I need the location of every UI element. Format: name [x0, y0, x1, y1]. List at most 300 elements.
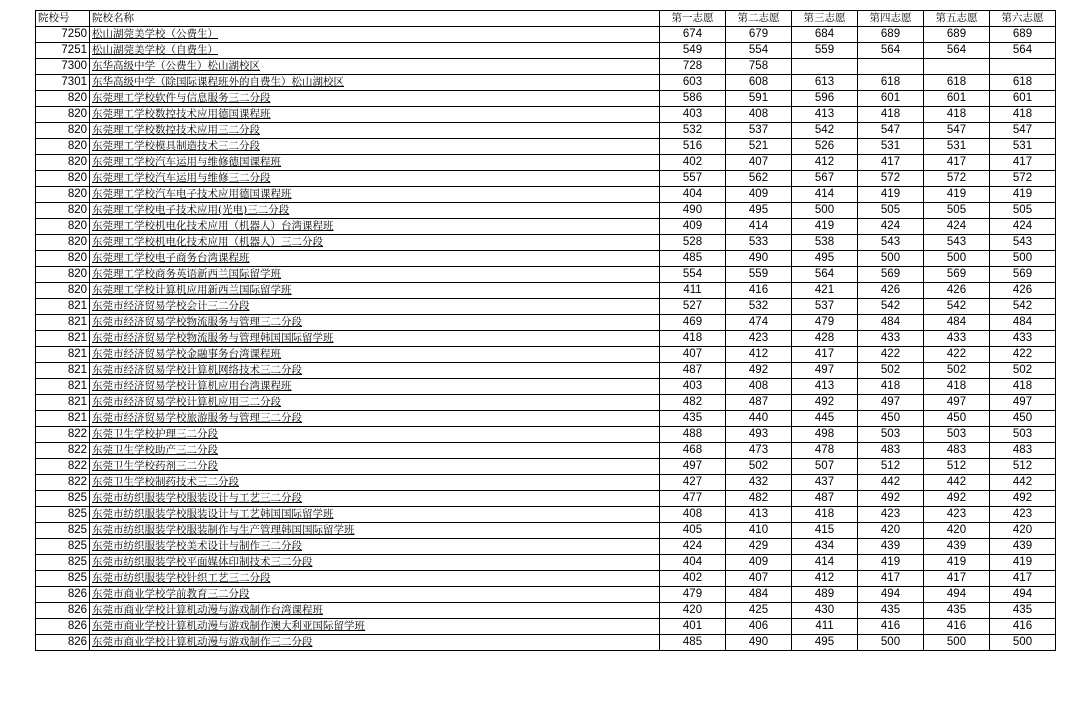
- school-code-cell: 820: [36, 155, 90, 171]
- score-cell-choice-2: 493: [726, 427, 792, 443]
- score-cell-choice-3: 498: [792, 427, 858, 443]
- school-name-cell: 东莞市经济贸易学校计算机应用台湾课程班: [90, 379, 660, 395]
- school-name-cell: 东莞市纺织服装学校服装设计与工艺三二分段: [90, 491, 660, 507]
- score-cell-choice-5: 572: [924, 171, 990, 187]
- score-cell-choice-1: 479: [660, 587, 726, 603]
- table-row: [36, 363, 1056, 379]
- school-code-cell: 821: [36, 411, 90, 427]
- score-cell-choice-6: [990, 59, 1056, 75]
- score-cell-choice-3: 495: [792, 635, 858, 651]
- score-cell-choice-6: 418: [990, 379, 1056, 395]
- header-choice-2: 第二志愿: [726, 11, 792, 27]
- school-name-cell: 东莞理工学校汽车运用与维修三二分段: [90, 171, 660, 187]
- score-cell-choice-4: 494: [858, 587, 924, 603]
- score-cell-choice-1: 490: [660, 203, 726, 219]
- score-cell-choice-5: 502: [924, 363, 990, 379]
- score-cell-choice-1: 402: [660, 571, 726, 587]
- table-row: [36, 43, 1056, 59]
- table-row: [36, 59, 1056, 75]
- score-cell-choice-4: 419: [858, 555, 924, 571]
- table-row: [36, 475, 1056, 491]
- score-cell-choice-3: 492: [792, 395, 858, 411]
- score-cell-choice-4: 512: [858, 459, 924, 475]
- score-cell-choice-6: 569: [990, 267, 1056, 283]
- score-cell-choice-6: 542: [990, 299, 1056, 315]
- score-cell-choice-3: 412: [792, 571, 858, 587]
- table-row: [36, 459, 1056, 475]
- table-row: [36, 251, 1056, 267]
- score-cell-choice-6: 419: [990, 555, 1056, 571]
- score-cell-choice-4: 569: [858, 267, 924, 283]
- school-code-cell: 821: [36, 315, 90, 331]
- score-cell-choice-4: 505: [858, 203, 924, 219]
- table-row: [36, 443, 1056, 459]
- score-cell-choice-2: 410: [726, 523, 792, 539]
- school-name-cell: 东莞理工学校模具制造技术三二分段: [90, 139, 660, 155]
- score-cell-choice-5: 417: [924, 155, 990, 171]
- score-cell-choice-6: 500: [990, 635, 1056, 651]
- score-cell-choice-4: 417: [858, 571, 924, 587]
- school-code-cell: 820: [36, 187, 90, 203]
- table-row: [36, 299, 1056, 315]
- score-cell-choice-2: 414: [726, 219, 792, 235]
- score-cell-choice-3: 537: [792, 299, 858, 315]
- school-code-cell: 821: [36, 379, 90, 395]
- school-code-cell: 822: [36, 475, 90, 491]
- header-school-code: 院校号: [36, 11, 90, 27]
- score-cell-choice-6: 531: [990, 139, 1056, 155]
- score-cell-choice-4: 450: [858, 411, 924, 427]
- header-choice-1: 第一志愿: [660, 11, 726, 27]
- score-cell-choice-4: 417: [858, 155, 924, 171]
- score-cell-choice-2: 484: [726, 587, 792, 603]
- score-cell-choice-5: 500: [924, 251, 990, 267]
- score-cell-choice-6: 543: [990, 235, 1056, 251]
- score-cell-choice-3: 413: [792, 107, 858, 123]
- score-cell-choice-5: 494: [924, 587, 990, 603]
- score-cell-choice-1: 485: [660, 251, 726, 267]
- score-cell-choice-1: 554: [660, 267, 726, 283]
- score-cell-choice-4: 423: [858, 507, 924, 523]
- school-code-cell: 820: [36, 235, 90, 251]
- school-code-cell: 820: [36, 267, 90, 283]
- score-cell-choice-3: 596: [792, 91, 858, 107]
- score-cell-choice-6: 483: [990, 443, 1056, 459]
- score-cell-choice-5: 531: [924, 139, 990, 155]
- score-cell-choice-4: 492: [858, 491, 924, 507]
- score-cell-choice-3: 564: [792, 267, 858, 283]
- score-cell-choice-6: 497: [990, 395, 1056, 411]
- score-cell-choice-1: 409: [660, 219, 726, 235]
- score-cell-choice-3: [792, 59, 858, 75]
- score-cell-choice-2: 425: [726, 603, 792, 619]
- school-name-cell: 东莞理工学校数控技术应用三二分段: [90, 123, 660, 139]
- school-code-cell: 820: [36, 107, 90, 123]
- table-row: [36, 155, 1056, 171]
- score-cell-choice-4: 500: [858, 251, 924, 267]
- score-cell-choice-5: 542: [924, 299, 990, 315]
- score-cell-choice-2: 407: [726, 155, 792, 171]
- score-cell-choice-4: 542: [858, 299, 924, 315]
- school-code-cell: 821: [36, 363, 90, 379]
- score-cell-choice-4: 543: [858, 235, 924, 251]
- score-cell-choice-6: 422: [990, 347, 1056, 363]
- score-cell-choice-6: 417: [990, 155, 1056, 171]
- score-cell-choice-5: 442: [924, 475, 990, 491]
- admission-score-table: [35, 10, 1056, 651]
- score-cell-choice-4: 484: [858, 315, 924, 331]
- score-cell-choice-4: 416: [858, 619, 924, 635]
- school-name-cell: 松山湖莞美学校（自费生）: [90, 43, 660, 59]
- school-name-cell: 东莞市纺织服装学校服装制作与生产管理韩国国际留学班: [90, 523, 660, 539]
- score-cell-choice-2: 432: [726, 475, 792, 491]
- score-cell-choice-6: 505: [990, 203, 1056, 219]
- score-cell-choice-2: 474: [726, 315, 792, 331]
- school-code-cell: 826: [36, 635, 90, 651]
- school-name-cell: 东莞理工学校软件与信息服务三二分段: [90, 91, 660, 107]
- score-cell-choice-3: 559: [792, 43, 858, 59]
- table-row: [36, 139, 1056, 155]
- score-cell-choice-5: 497: [924, 395, 990, 411]
- score-cell-choice-3: 434: [792, 539, 858, 555]
- score-cell-choice-6: 418: [990, 107, 1056, 123]
- score-cell-choice-1: 557: [660, 171, 726, 187]
- table-row: [36, 123, 1056, 139]
- score-cell-choice-5: 543: [924, 235, 990, 251]
- score-cell-choice-5: 492: [924, 491, 990, 507]
- score-cell-choice-4: 418: [858, 379, 924, 395]
- school-name-cell: 东莞理工学校计算机应用新西兰国际留学班: [90, 283, 660, 299]
- score-cell-choice-1: 516: [660, 139, 726, 155]
- score-cell-choice-3: 445: [792, 411, 858, 427]
- score-cell-choice-1: 403: [660, 379, 726, 395]
- school-code-cell: 820: [36, 91, 90, 107]
- school-code-cell: 821: [36, 395, 90, 411]
- school-name-cell: 东莞市经济贸易学校物流服务与管理三二分段: [90, 315, 660, 331]
- school-code-cell: 7301: [36, 75, 90, 91]
- score-cell-choice-4: [858, 59, 924, 75]
- score-cell-choice-5: 505: [924, 203, 990, 219]
- school-code-cell: 826: [36, 603, 90, 619]
- score-cell-choice-2: 409: [726, 187, 792, 203]
- score-cell-choice-3: 478: [792, 443, 858, 459]
- score-cell-choice-3: 417: [792, 347, 858, 363]
- score-cell-choice-1: 404: [660, 555, 726, 571]
- school-name-cell: 东莞市经济贸易学校金融事务台湾课程班: [90, 347, 660, 363]
- school-code-cell: 7300: [36, 59, 90, 75]
- school-code-cell: 825: [36, 491, 90, 507]
- score-cell-choice-3: 500: [792, 203, 858, 219]
- score-cell-choice-3: 414: [792, 187, 858, 203]
- school-name-cell: 东莞市经济贸易学校计算机网络技术三二分段: [90, 363, 660, 379]
- school-name-cell: 东莞市纺织服装学校美术设计与制作三二分段: [90, 539, 660, 555]
- table-row: [36, 491, 1056, 507]
- score-cell-choice-2: 416: [726, 283, 792, 299]
- score-cell-choice-2: 559: [726, 267, 792, 283]
- score-cell-choice-5: 420: [924, 523, 990, 539]
- score-cell-choice-1: 420: [660, 603, 726, 619]
- score-cell-choice-2: 537: [726, 123, 792, 139]
- score-cell-choice-2: 679: [726, 27, 792, 43]
- school-code-cell: 820: [36, 251, 90, 267]
- score-cell-choice-2: 608: [726, 75, 792, 91]
- score-cell-choice-5: 416: [924, 619, 990, 635]
- score-cell-choice-5: 435: [924, 603, 990, 619]
- score-cell-choice-5: 483: [924, 443, 990, 459]
- score-cell-choice-1: 482: [660, 395, 726, 411]
- score-cell-choice-4: 433: [858, 331, 924, 347]
- score-cell-choice-1: 418: [660, 331, 726, 347]
- school-name-cell: 东莞市商业学校计算机动漫与游戏制作三二分段: [90, 635, 660, 651]
- score-cell-choice-6: 502: [990, 363, 1056, 379]
- score-cell-choice-1: 403: [660, 107, 726, 123]
- score-cell-choice-4: 497: [858, 395, 924, 411]
- score-cell-choice-5: 433: [924, 331, 990, 347]
- score-cell-choice-1: 549: [660, 43, 726, 59]
- score-cell-choice-6: 442: [990, 475, 1056, 491]
- score-cell-choice-4: 418: [858, 107, 924, 123]
- score-cell-choice-1: 405: [660, 523, 726, 539]
- school-name-cell: 东莞市经济贸易学校会计三二分段: [90, 299, 660, 315]
- table-row: [36, 587, 1056, 603]
- score-cell-choice-6: 484: [990, 315, 1056, 331]
- school-name-cell: 东莞市商业学校计算机动漫与游戏制作台湾课程班: [90, 603, 660, 619]
- score-cell-choice-3: 487: [792, 491, 858, 507]
- score-cell-choice-6: 500: [990, 251, 1056, 267]
- score-cell-choice-1: 497: [660, 459, 726, 475]
- score-cell-choice-1: 477: [660, 491, 726, 507]
- school-name-cell: 东莞理工学校机电化技术应用（机器人）台湾课程班: [90, 219, 660, 235]
- score-cell-choice-3: 495: [792, 251, 858, 267]
- score-cell-choice-1: 408: [660, 507, 726, 523]
- school-name-cell: 东莞理工学校电子技术应用(光电)三二分段: [90, 203, 660, 219]
- score-cell-choice-1: 469: [660, 315, 726, 331]
- score-cell-choice-2: 440: [726, 411, 792, 427]
- table-row: [36, 603, 1056, 619]
- score-cell-choice-6: 419: [990, 187, 1056, 203]
- score-cell-choice-1: 488: [660, 427, 726, 443]
- school-name-cell: 东莞卫生学校药剂三二分段: [90, 459, 660, 475]
- score-cell-choice-2: 408: [726, 379, 792, 395]
- school-name-cell: 东莞市经济贸易学校计算机应用三二分段: [90, 395, 660, 411]
- score-cell-choice-3: 684: [792, 27, 858, 43]
- school-code-cell: 820: [36, 171, 90, 187]
- score-cell-choice-6: 547: [990, 123, 1056, 139]
- header-choice-3: 第三志愿: [792, 11, 858, 27]
- table-row: [36, 107, 1056, 123]
- school-code-cell: 822: [36, 459, 90, 475]
- school-code-cell: 826: [36, 587, 90, 603]
- score-cell-choice-2: 562: [726, 171, 792, 187]
- score-cell-choice-2: 482: [726, 491, 792, 507]
- table-row: [36, 267, 1056, 283]
- score-cell-choice-2: 758: [726, 59, 792, 75]
- school-code-cell: 7250: [36, 27, 90, 43]
- score-cell-choice-1: 404: [660, 187, 726, 203]
- table-row: [36, 539, 1056, 555]
- score-cell-choice-5: [924, 59, 990, 75]
- table-row: [36, 235, 1056, 251]
- school-code-cell: 825: [36, 507, 90, 523]
- header-row: [36, 11, 1056, 27]
- school-name-cell: 东莞市纺织服装学校针织工艺三二分段: [90, 571, 660, 587]
- school-name-cell: 东莞理工学校数控技术应用德国课程班: [90, 107, 660, 123]
- school-name-cell: 东华高级中学（公费生）松山湖校区: [90, 59, 660, 75]
- school-code-cell: 826: [36, 619, 90, 635]
- table-row: [36, 571, 1056, 587]
- score-cell-choice-6: 512: [990, 459, 1056, 475]
- table-row: [36, 619, 1056, 635]
- header-school-name: 院校名称: [90, 11, 660, 27]
- score-cell-choice-4: 424: [858, 219, 924, 235]
- score-cell-choice-1: 401: [660, 619, 726, 635]
- score-cell-choice-5: 439: [924, 539, 990, 555]
- score-cell-choice-1: 528: [660, 235, 726, 251]
- score-cell-choice-1: 402: [660, 155, 726, 171]
- school-name-cell: 东莞市经济贸易学校旅游服务与管理三二分段: [90, 411, 660, 427]
- score-cell-choice-1: 411: [660, 283, 726, 299]
- score-cell-choice-6: 435: [990, 603, 1056, 619]
- score-cell-choice-6: 601: [990, 91, 1056, 107]
- score-cell-choice-2: 412: [726, 347, 792, 363]
- score-cell-choice-5: 618: [924, 75, 990, 91]
- score-cell-choice-5: 424: [924, 219, 990, 235]
- score-cell-choice-2: 406: [726, 619, 792, 635]
- score-cell-choice-2: 495: [726, 203, 792, 219]
- score-cell-choice-4: 503: [858, 427, 924, 443]
- score-cell-choice-3: 415: [792, 523, 858, 539]
- table-row: [36, 347, 1056, 363]
- score-cell-choice-1: 485: [660, 635, 726, 651]
- score-cell-choice-2: 533: [726, 235, 792, 251]
- school-code-cell: 821: [36, 347, 90, 363]
- school-code-cell: 820: [36, 139, 90, 155]
- score-cell-choice-2: 407: [726, 571, 792, 587]
- school-name-cell: 东莞市商业学校计算机动漫与游戏制作澳大利亚国际留学班: [90, 619, 660, 635]
- score-cell-choice-5: 569: [924, 267, 990, 283]
- score-cell-choice-1: 407: [660, 347, 726, 363]
- school-code-cell: 825: [36, 523, 90, 539]
- school-name-cell: 东莞卫生学校制药技术三二分段: [90, 475, 660, 491]
- score-cell-choice-2: 429: [726, 539, 792, 555]
- table-row: [36, 187, 1056, 203]
- score-cell-choice-2: 490: [726, 635, 792, 651]
- score-cell-choice-3: 489: [792, 587, 858, 603]
- school-name-cell: 东莞理工学校汽车运用与维修德国课程班: [90, 155, 660, 171]
- score-cell-choice-5: 419: [924, 555, 990, 571]
- score-cell-choice-2: 473: [726, 443, 792, 459]
- school-name-cell: 东华高级中学（除国际课程班外的自费生）松山湖校区: [90, 75, 660, 91]
- score-cell-choice-3: 414: [792, 555, 858, 571]
- school-name-cell: 东莞理工学校汽车电子技术应用德国课程班: [90, 187, 660, 203]
- score-cell-choice-3: 613: [792, 75, 858, 91]
- school-code-cell: 820: [36, 283, 90, 299]
- score-cell-choice-6: 439: [990, 539, 1056, 555]
- score-cell-choice-5: 418: [924, 107, 990, 123]
- school-name-cell: 东莞卫生学校助产三二分段: [90, 443, 660, 459]
- score-cell-choice-1: 435: [660, 411, 726, 427]
- score-cell-choice-2: 409: [726, 555, 792, 571]
- score-cell-choice-5: 418: [924, 379, 990, 395]
- table-row: [36, 555, 1056, 571]
- score-cell-choice-3: 430: [792, 603, 858, 619]
- score-cell-choice-3: 421: [792, 283, 858, 299]
- school-code-cell: 825: [36, 555, 90, 571]
- score-cell-choice-3: 538: [792, 235, 858, 251]
- score-cell-choice-2: 502: [726, 459, 792, 475]
- score-cell-choice-6: 420: [990, 523, 1056, 539]
- score-cell-choice-6: 423: [990, 507, 1056, 523]
- score-cell-choice-1: 424: [660, 539, 726, 555]
- score-cell-choice-5: 484: [924, 315, 990, 331]
- score-cell-choice-3: 428: [792, 331, 858, 347]
- school-code-cell: 820: [36, 219, 90, 235]
- table-row: [36, 379, 1056, 395]
- score-cell-choice-6: 494: [990, 587, 1056, 603]
- school-code-cell: 821: [36, 331, 90, 347]
- school-name-cell: 东莞理工学校商务英语新西兰国际留学班: [90, 267, 660, 283]
- score-cell-choice-5: 503: [924, 427, 990, 443]
- table-row: [36, 411, 1056, 427]
- score-cell-choice-4: 500: [858, 635, 924, 651]
- school-name-cell: 东莞理工学校机电化技术应用（机器人）三二分段: [90, 235, 660, 251]
- score-cell-choice-4: 601: [858, 91, 924, 107]
- school-name-cell: 东莞卫生学校护理三二分段: [90, 427, 660, 443]
- score-cell-choice-4: 502: [858, 363, 924, 379]
- school-code-cell: 825: [36, 539, 90, 555]
- score-cell-choice-3: 411: [792, 619, 858, 635]
- score-cell-choice-4: 531: [858, 139, 924, 155]
- school-name-cell: 东莞市纺织服装学校服装设计与工艺韩国国际留学班: [90, 507, 660, 523]
- score-cell-choice-3: 418: [792, 507, 858, 523]
- score-cell-choice-5: 450: [924, 411, 990, 427]
- score-cell-choice-3: 419: [792, 219, 858, 235]
- score-cell-choice-1: 728: [660, 59, 726, 75]
- score-cell-choice-1: 603: [660, 75, 726, 91]
- score-cell-choice-6: 503: [990, 427, 1056, 443]
- table-row: [36, 75, 1056, 91]
- score-cell-choice-5: 426: [924, 283, 990, 299]
- score-cell-choice-2: 591: [726, 91, 792, 107]
- score-cell-choice-2: 413: [726, 507, 792, 523]
- school-code-cell: 820: [36, 203, 90, 219]
- school-code-cell: 820: [36, 123, 90, 139]
- school-name-cell: 东莞市经济贸易学校物流服务与管理韩国国际留学班: [90, 331, 660, 347]
- score-cell-choice-4: 689: [858, 27, 924, 43]
- score-cell-choice-5: 419: [924, 187, 990, 203]
- school-name-cell: 东莞市商业学校学前教育三二分段: [90, 587, 660, 603]
- score-cell-choice-3: 412: [792, 155, 858, 171]
- score-cell-choice-6: 618: [990, 75, 1056, 91]
- score-cell-choice-3: 567: [792, 171, 858, 187]
- score-cell-choice-6: 450: [990, 411, 1056, 427]
- score-cell-choice-2: 521: [726, 139, 792, 155]
- score-cell-choice-4: 426: [858, 283, 924, 299]
- score-cell-choice-4: 420: [858, 523, 924, 539]
- score-cell-choice-1: 532: [660, 123, 726, 139]
- score-cell-choice-1: 527: [660, 299, 726, 315]
- score-cell-choice-3: 542: [792, 123, 858, 139]
- header-choice-6: 第六志愿: [990, 11, 1056, 27]
- score-cell-choice-4: 564: [858, 43, 924, 59]
- score-cell-choice-3: 497: [792, 363, 858, 379]
- score-cell-choice-6: 564: [990, 43, 1056, 59]
- table-row: [36, 91, 1056, 107]
- score-cell-choice-3: 526: [792, 139, 858, 155]
- score-cell-choice-6: 416: [990, 619, 1056, 635]
- table-row: [36, 283, 1056, 299]
- school-code-cell: 821: [36, 299, 90, 315]
